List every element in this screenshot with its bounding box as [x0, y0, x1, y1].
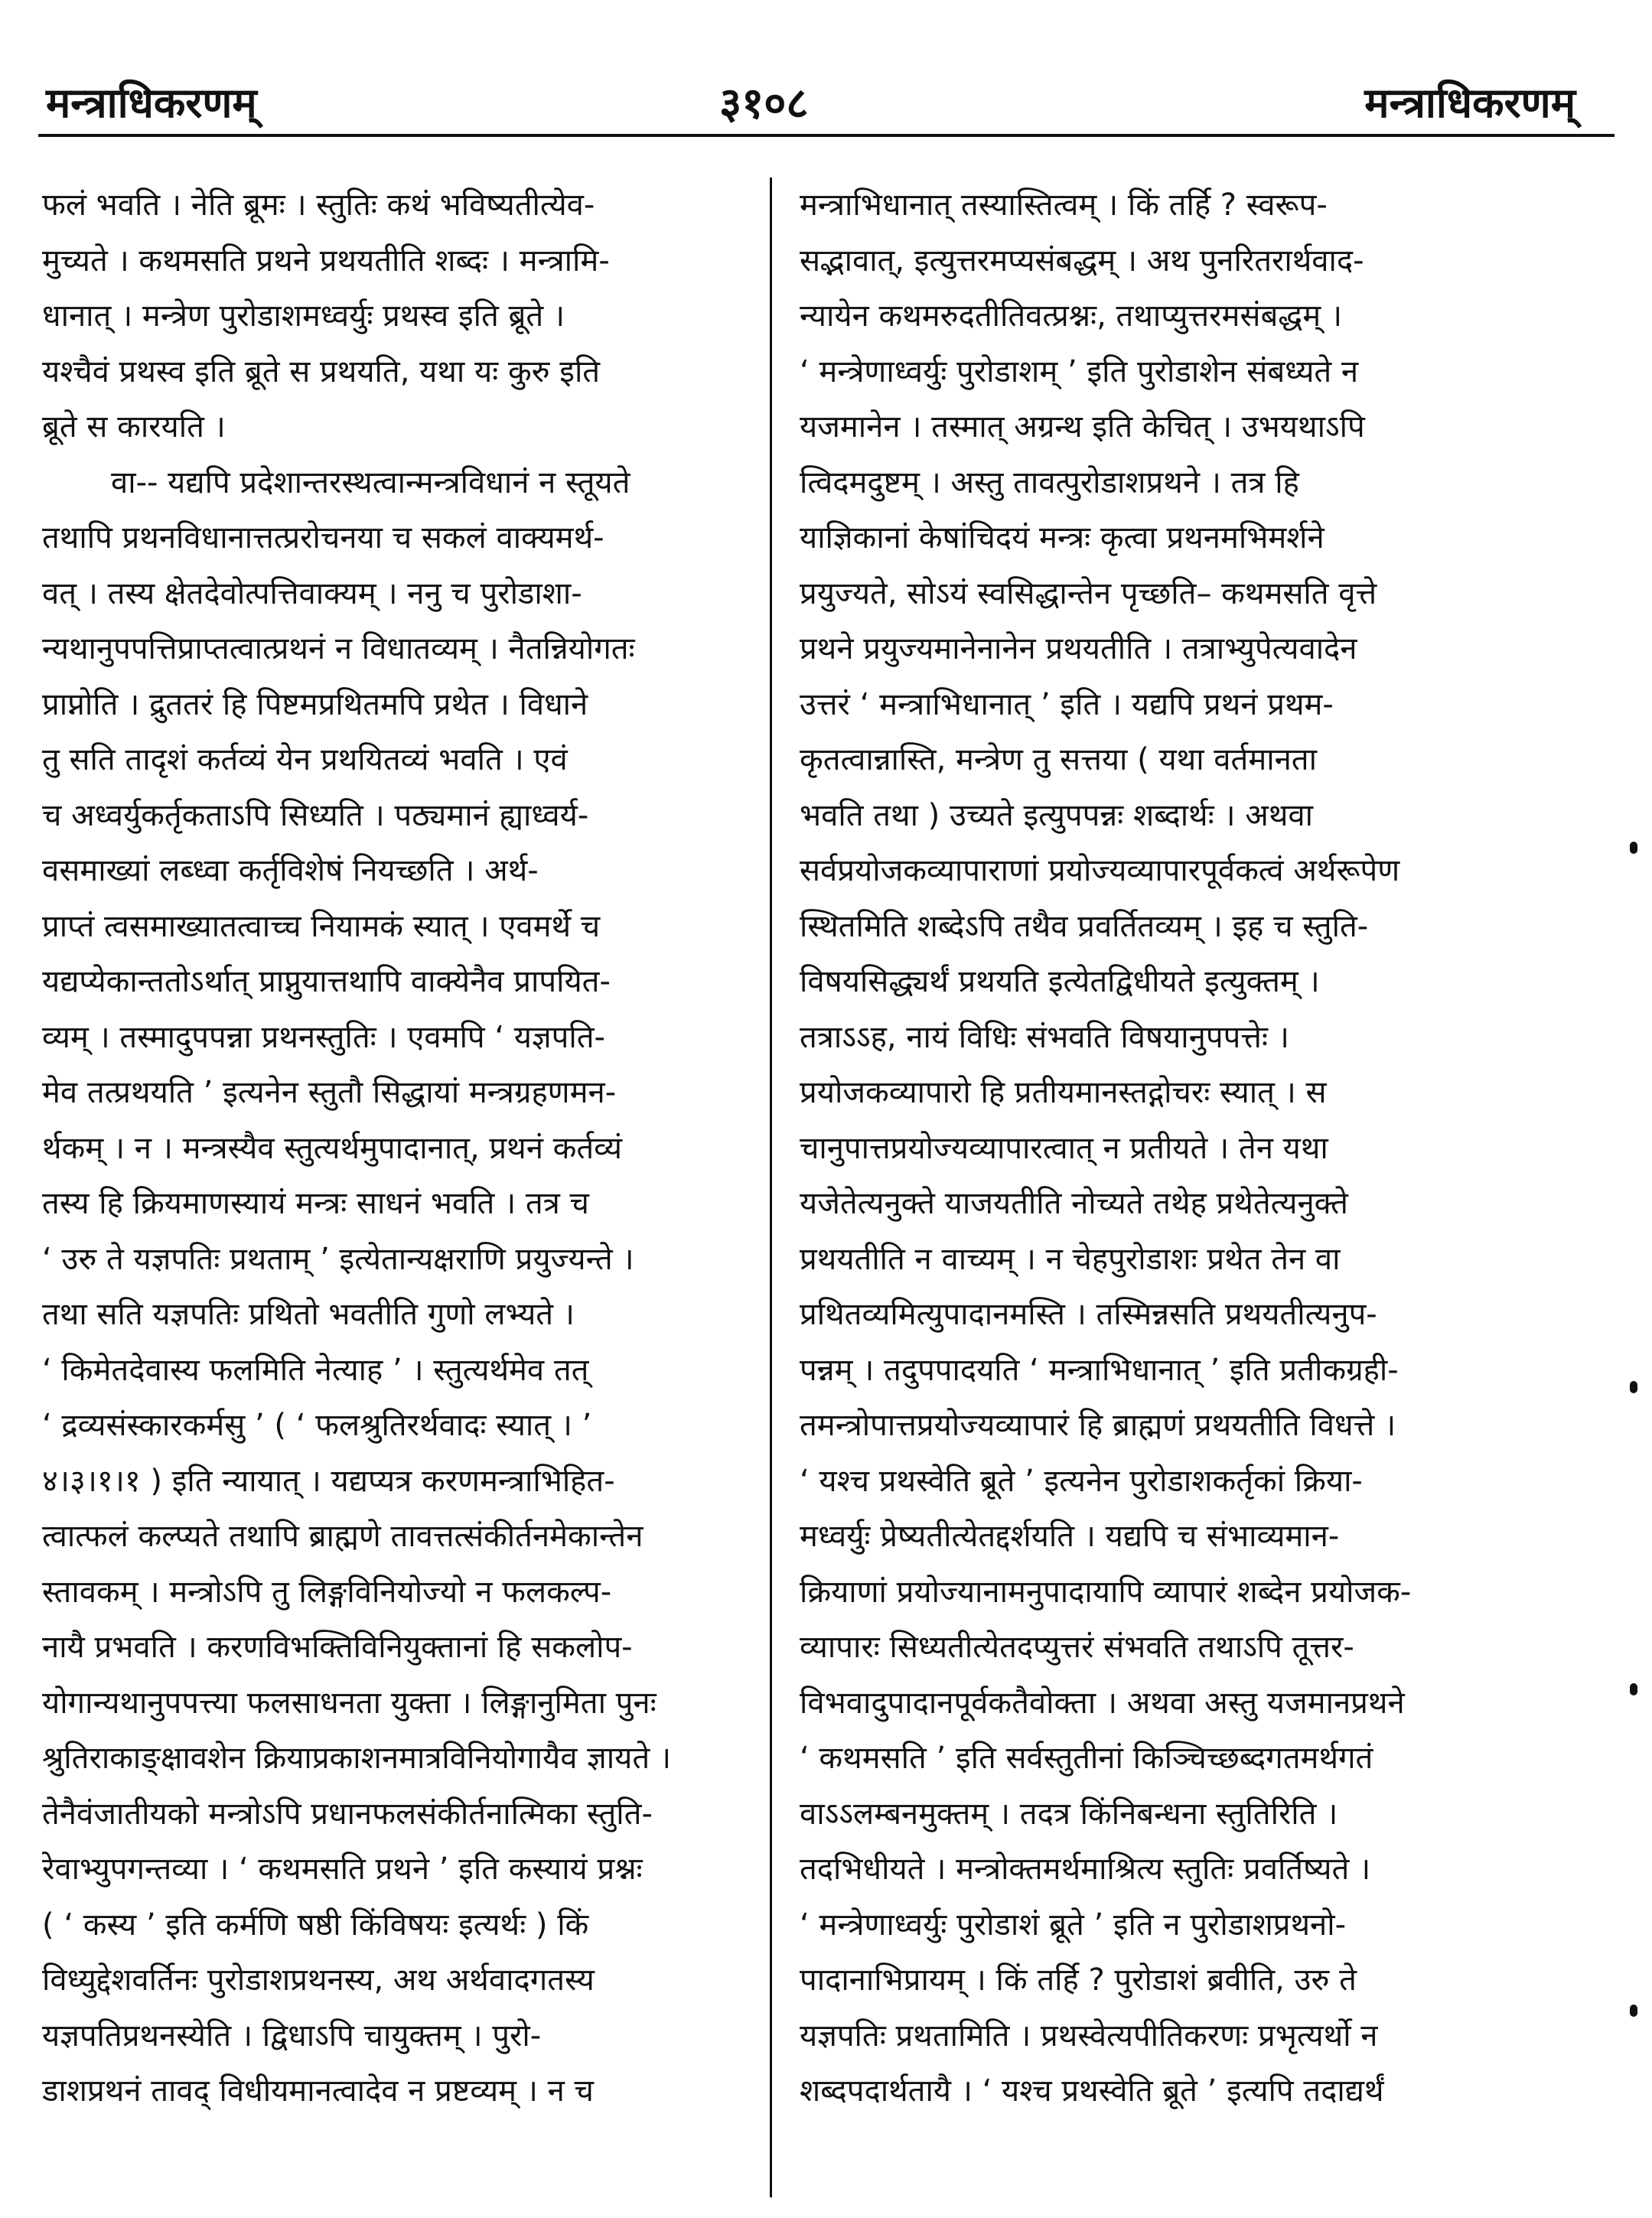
page-header: [0, 0, 1652, 145]
text-line: तदभिधीयते । मन्त्रोक्तमर्थमाश्रित्य स्तुतिः प्रवर्तिष्यते ।: [800, 1852, 1371, 1887]
text-line: मन्त्राभिधानात् तस्यास्तित्वम् । किं तर्हि ? स्वरूप-: [800, 187, 1328, 223]
text-line: प्रथयतीति न वाच्यम् । न चेहपुरोडाशः प्रथेत तेन वा: [800, 1241, 1341, 1277]
text-line: शब्दपदार्थतायै । ‘ यश्च प्रथस्वेति ब्रूते ’ इत्यपि तदाद्यर्थं: [800, 2073, 1384, 2109]
margin-mark: [1630, 2005, 1637, 2017]
text-line: मध्वर्युः प्रेष्यतीत्येतद्दर्शयति । यद्यपि च संभाव्यमान-: [800, 1519, 1340, 1554]
text-line: चानुपात्तप्रयोज्यव्यापारत्वात् न प्रतीयते । तेन यथा: [800, 1130, 1328, 1166]
text-line: रेवाभ्युपगन्तव्या । ‘ कथमसति प्रथने ’ इति कस्यायं प्रश्नः: [42, 1852, 643, 1887]
text-line: पादानाभिप्रायम् । किं तर्हि ? पुरोडाशं ब्रवीति, उरु ते: [800, 1962, 1357, 1998]
page-number: ३१०८: [719, 79, 809, 129]
text-line: न्यायेन कथमरुदतीतिवत्प्रश्नः, तथाप्युत्तरमसंबद्धम् ।: [800, 298, 1343, 334]
text-line: सर्वप्रयोजकव्यापाराणां प्रयोज्यव्यापारपूर्वकत्वं अर्थरूपेण: [800, 853, 1400, 888]
text-line: ब्रूते स कारयति ।: [42, 409, 226, 445]
text-line: तत्राऽऽह, नायं विधिः संभवति विषयानुपपत्तेः ।: [800, 1019, 1289, 1055]
text-line: प्रयुज्यते, सोऽयं स्वसिद्धान्तेन पृच्छति– कथमसति वृत्ते: [800, 575, 1377, 611]
text-line: तेनैवंजातीयको मन्त्रोऽपि प्रधानफलसंकीर्तनात्मिका स्तुति-: [42, 1796, 653, 1832]
text-line: व्यापारः सिध्यतीत्येतदप्युत्तरं संभवति तथाऽपि तूत्तर-: [800, 1630, 1354, 1665]
text-line: ४।३।१।१ ) इति न्यायात् । यद्यप्यत्र करणमन्त्राभिहित-: [42, 1463, 615, 1499]
text-line: स्थितमिति शब्देऽपि तथैव प्रवर्तितव्यम् । इह च स्तुति-: [800, 908, 1369, 944]
text-line: प्रथितव्यमित्युपादानमस्ति । तस्मिन्नसति प्रथयतीत्यनुप-: [800, 1297, 1377, 1332]
text-line: र्थकम् । न । मन्त्रस्यैव स्तुत्यर्थमुपादानात्, प्रथनं कर्तव्यं: [42, 1130, 623, 1166]
text-line: क्रियाणां प्रयोज्यानामनुपादायापि व्यापारं शब्देन प्रयोजक-: [800, 1574, 1412, 1610]
margin-mark: [1630, 1381, 1637, 1393]
text-line: प्रथने प्रयुज्यमानेनानेन प्रथयतीति । तत्राभ्युपेत्यवादेन: [800, 631, 1357, 666]
text-line: वा-- यद्यपि प्रदेशान्तरस्थत्वान्मन्त्रविधानं न स्तूयते: [111, 464, 630, 500]
text-line: ‘ उरु ते यज्ञपतिः प्रथताम् ’ इत्येतान्यक्षराणि प्रयुज्यन्ते ।: [42, 1241, 634, 1277]
text-line: व्यम् । तस्मादुपपन्ना प्रथनस्तुतिः । एवमपि ‘ यज्ञपति-: [42, 1019, 605, 1055]
text-line: वाऽऽलम्बनमुक्तम् । तदत्र किंनिबन्धना स्तुतिरिति ।: [800, 1796, 1338, 1832]
text-line: डाशप्रथनं तावद् विधीयमानत्वादेव न प्रष्टव्यम् । न च: [42, 2073, 594, 2109]
text-line: तु सति तादृशं कर्तव्यं येन प्रथयितव्यं भवति । एवं: [42, 742, 568, 777]
text-line: नायै प्रभवति । करणविभक्तिविनियुक्तानां हि सकलोप-: [42, 1630, 633, 1665]
text-line: यजमानेन । तस्मात् अग्रन्थ इति केचित् । उभयथाऽपि: [800, 409, 1365, 445]
text-line: यद्यप्येकान्ततोऽर्थात् प्राप्नुयात्तथापि वाक्येनैव प्रापयित-: [42, 964, 611, 999]
margin-mark: [1630, 842, 1637, 854]
text-line: प्राप्तं त्वसमाख्यातत्वाच्च नियामकं स्यात् । एवमर्थे च: [42, 908, 601, 944]
text-line: फलं भवति । नेति ब्रूमः । स्तुतिः कथं भविष्यतीत्येव-: [42, 187, 595, 223]
text-line: विषयसिद्ध्यर्थं प्रथयति इत्येतद्विधीयते इत्युक्तम् ।: [800, 964, 1320, 999]
text-line: मेव तत्प्रथयति ’ इत्यनेन स्तुतौ सिद्धायां मन्त्रग्रहणमन-: [42, 1075, 617, 1110]
text-line: यश्चैवं प्रथस्व इति ब्रूते स प्रथयति, यथा यः कुरु इति: [42, 353, 601, 389]
text-line: तथा सति यज्ञपतिः प्रथितो भवतीति गुणो लभ्यते ।: [42, 1297, 575, 1332]
text-line: प्रयोजकव्यापारो हि प्रतीयमानस्तद्गोचरः स्यात् । स: [800, 1075, 1327, 1110]
text-line: स्तावकम् । मन्त्रोऽपि तु लिङ्गविनियोज्यो न फलकल्प-: [42, 1574, 612, 1610]
text-line: सद्भावात्, इत्युत्तरमप्यसंबद्धम् । अथ पुनरितरार्थवाद-: [800, 243, 1364, 278]
text-line: कृतत्वान्नास्ति, मन्त्रेण तु सत्तया ( यथा वर्तमानता: [800, 742, 1317, 777]
text-line: उत्तरं ‘ मन्त्राभिधानात् ’ इति । यद्यपि प्रथनं प्रथम-: [800, 686, 1334, 722]
text-line: ‘ यश्च प्रथस्वेति ब्रूते ’ इत्यनेन पुरोडाशकर्तृकां क्रिया-: [800, 1463, 1363, 1499]
margin-mark: [1630, 1683, 1637, 1695]
text-line: ( ‘ कस्य ’ इति कर्मणि षष्ठी किंविषयः इत्यर्थः ) किं: [42, 1907, 589, 1943]
text-line: प्राप्नोति । द्रुततरं हि पिष्टमप्रथितमपि प्रथेत । विधाने: [42, 686, 588, 722]
running-head-left: मन्त्राधिकरणम्: [46, 79, 257, 127]
text-line: याज्ञिकानां केषांचिदयं मन्त्रः कृत्वा प्रथनमभिमर्शने: [800, 520, 1325, 555]
text-line: धानात् । मन्त्रेण पुरोडाशमध्वर्युः प्रथस्व इति ब्रूते ।: [42, 298, 565, 334]
text-line: योगान्यथानुपपत्त्या फलसाधनता युक्ता । लिङ्गानुमिता पुनः: [42, 1685, 657, 1721]
text-line: यज्ञपतिः प्रथतामिति । प्रथस्वेत्यपीतिकरणः प्रभृत्यर्थो न: [800, 2018, 1378, 2054]
text-line: पन्नम् । तदुपपादयति ‘ मन्त्राभिधानात् ’ इति प्रतीकग्रही-: [800, 1352, 1399, 1388]
header-rule: [38, 134, 1615, 137]
text-line: ‘ कथमसति ’ इति सर्वस्तुतीनां किञ्चिच्छब्दगतमर्थगतं: [800, 1741, 1373, 1776]
text-line: त्विदमदुष्टम् । अस्तु तावत्पुरोडाशप्रथने । तत्र हि: [800, 464, 1299, 500]
column-divider: [770, 178, 772, 2197]
text-line: यज्ञपतिप्रथनस्येति । द्विधाऽपि चायुक्तम् । पुरो-: [42, 2018, 542, 2054]
text-line: ‘ किमेतदेवास्य फलमिति नेत्याह ’ । स्तुत्यर्थमेव तत्: [42, 1352, 589, 1388]
text-line: तमन्त्रोपात्तप्रयोज्यव्यापारं हि ब्राह्मणं प्रथयतीति विधत्ते ।: [800, 1408, 1396, 1443]
text-line: त्वात्फलं कल्प्यते तथापि ब्राह्मणे तावत्तत्संकीर्तनमेकान्तेन: [42, 1519, 644, 1554]
text-line: न्यथानुपपत्तिप्राप्तत्वात्प्रथनं न विधातव्यम् । नैतन्नियोगतः: [42, 631, 635, 666]
text-line: विध्युद्देशवर्तिनः पुरोडाशप्रथनस्य, अथ अर्थवादगतस्य: [42, 1962, 595, 1998]
text-line: तथापि प्रथनविधानात्तत्प्ररोचनया च सकलं वाक्यमर्थ-: [42, 520, 604, 555]
text-line: श्रुतिराकाङ्क्षावशेन क्रियाप्रकाशनमात्रविनियोगायैव ज्ञायते ।: [42, 1741, 672, 1776]
right-column: [800, 178, 1515, 2119]
left-column: [42, 178, 758, 2119]
text-line: ‘ द्रव्यसंस्कारकर्मसु ’ ( ‘ फलश्रुतिरर्थवादः स्यात् । ’: [42, 1408, 592, 1443]
text-line: च अध्वर्युकर्तृकताऽपि सिध्यति । पठ्यमानं ह्याध्वर्य-: [42, 797, 589, 833]
text-line: मुच्यते । कथमसति प्रथने प्रथयतीति शब्दः । मन्त्रामि-: [42, 243, 610, 278]
text-line: ‘ मन्त्रेणाध्वर्युः पुरोडाशं ब्रूते ’ इति न पुरोडाशप्रथनो-: [800, 1907, 1347, 1943]
text-line: यजेतेत्यनुक्ते याजयतीति नोच्यते तथेह प्रथेतेत्यनुक्ते: [800, 1186, 1348, 1221]
text-line: विभवादुपादानपूर्वकतैवोक्ता । अथवा अस्तु यजमानप्रथने: [800, 1685, 1405, 1721]
text-line: वत् । तस्य क्षेतदेवोत्पत्तिवाक्यम् । ननु च पुरोडाशा-: [42, 575, 582, 611]
text-line: तस्य हि क्रियमाणस्यायं मन्त्रः साधनं भवति । तत्र च: [42, 1186, 589, 1221]
text-line: वसमाख्यां लब्ध्वा कर्तृविशेषं नियच्छति । अर्थ-: [42, 853, 539, 888]
running-head-right: मन्त्राधिकरणम्: [1364, 79, 1575, 127]
text-line: भवति तथा ) उच्यते इत्युपपन्नः शब्दार्थः । अथवा: [800, 797, 1314, 833]
text-line: ‘ मन्त्रेणाध्वर्युः पुरोडाशम् ’ इति पुरोडाशेन संबध्यते न: [800, 353, 1359, 389]
